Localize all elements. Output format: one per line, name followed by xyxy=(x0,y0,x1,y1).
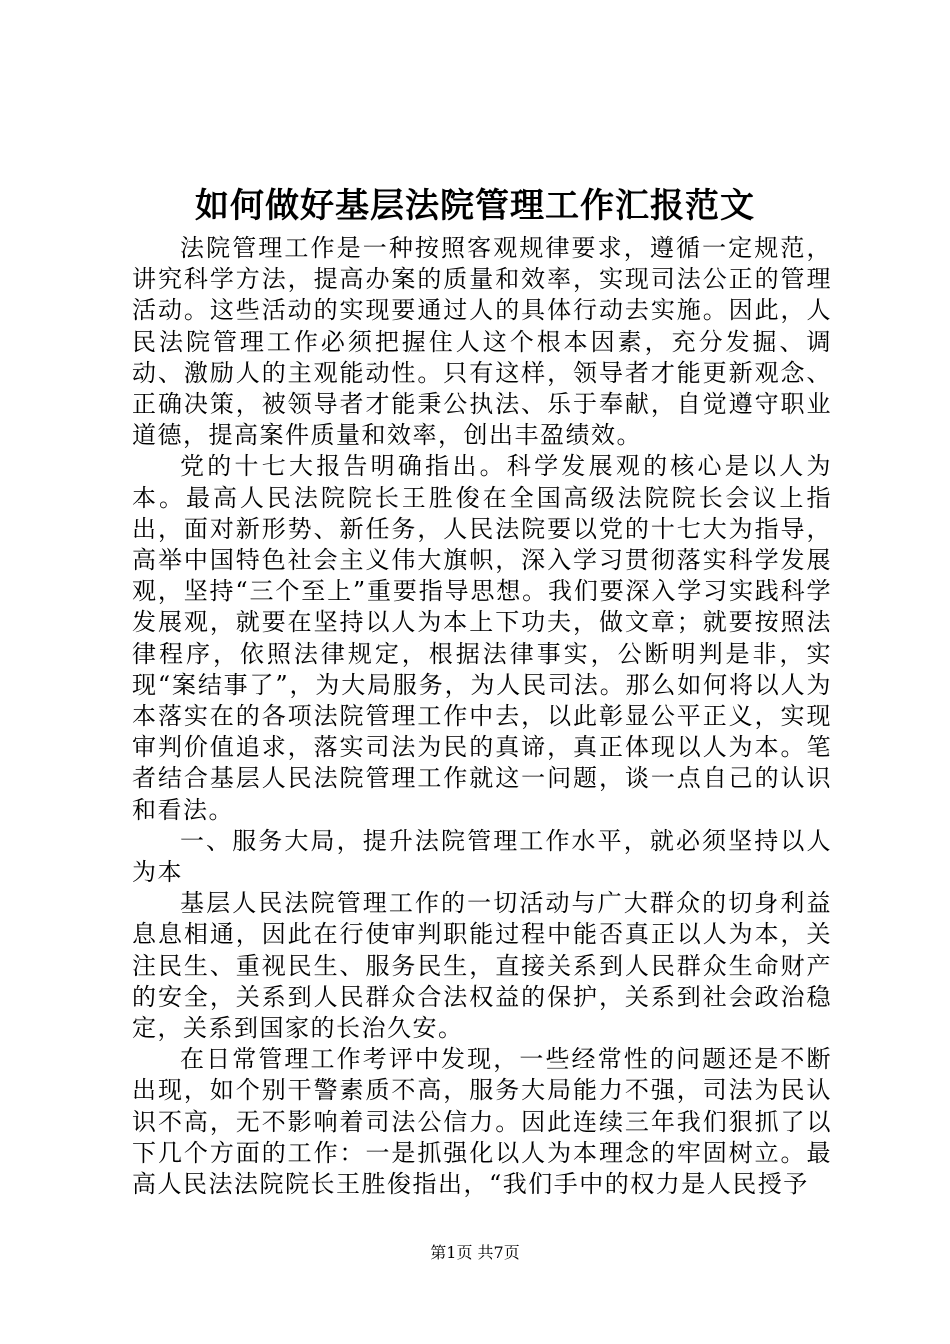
page-number-footer: 第1页 共7页 xyxy=(430,1243,520,1262)
document-title: 如何做好基层法院管理工作汇报范文 xyxy=(195,186,755,226)
section-heading-1: 一、服务大局，提升法院管理工作水平，就必须坚持以人为本 xyxy=(132,826,832,887)
paragraph-3: 基层人民法院管理工作的一切活动与广大群众的切身利益息息相通，因此在行使审判职能过程中能否真正以人为本，关注民生、重视民生、服务民生，直接关系到人民群众生命财产的安全，关系到人民群众合法权益的保护，关系到社会政治稳定，关系到国家的长治久安。 xyxy=(132,889,832,1043)
paragraph-2: 党的十七大报告明确指出。科学发展观的核心是以人为本。最高人民法院院长王胜俊在全国高级法院院长会议上指出，面对新形势、新任务，人民法院要以党的十七大为指导，高举中国特色社会主义伟大旗帜，深入学习贯彻落实科学发展观，坚持“三个至上”重要指导思想。我们要深入学习实践科学发展观，就要在坚持以人为本上下功夫，做文章；就要按照法律程序，依照法律规定，根据法律事实，公断明判是非，实现“案结事了”，为大局服务，为人民司法。那么如何将以人为本落实在的各项法院管理工作中去，以此彰显公平正义，实现审判价值追求，落实司法为民的真谛，真正体现以人为本。笔者结合基层人民法院管理工作就这一问题，谈一点自己的认识和看法。 xyxy=(132,452,832,824)
document-body xyxy=(132,233,832,1200)
paragraph-1: 法院管理工作是一种按照客观规律要求，遵循一定规范，讲究科学方法，提高办案的质量和效率，实现司法公正的管理活动。这些活动的实现要通过人的具体行动去实施。因此，人民法院管理工作必须把握住人这个根本因素，充分发掘、调动、激励人的主观能动性。只有这样，领导者才能更新观念、正确决策，被领导者才能秉公执法、乐于奉献，自觉遵守职业道德，提高案件质量和效率，创出丰盈绩效。 xyxy=(132,234,832,450)
paragraph-4: 在日常管理工作考评中发现，一些经常性的问题还是不断出现，如个别干警素质不高，服务大局能力不强，司法为民认识不高，无不影响着司法公信力。因此连续三年我们狠抓了以下几个方面的工作：一是抓强化以人为本理念的牢固树立。最高人民法法院院长王胜俊指出，“我们手中的权力是人民授予 xyxy=(132,1045,832,1199)
